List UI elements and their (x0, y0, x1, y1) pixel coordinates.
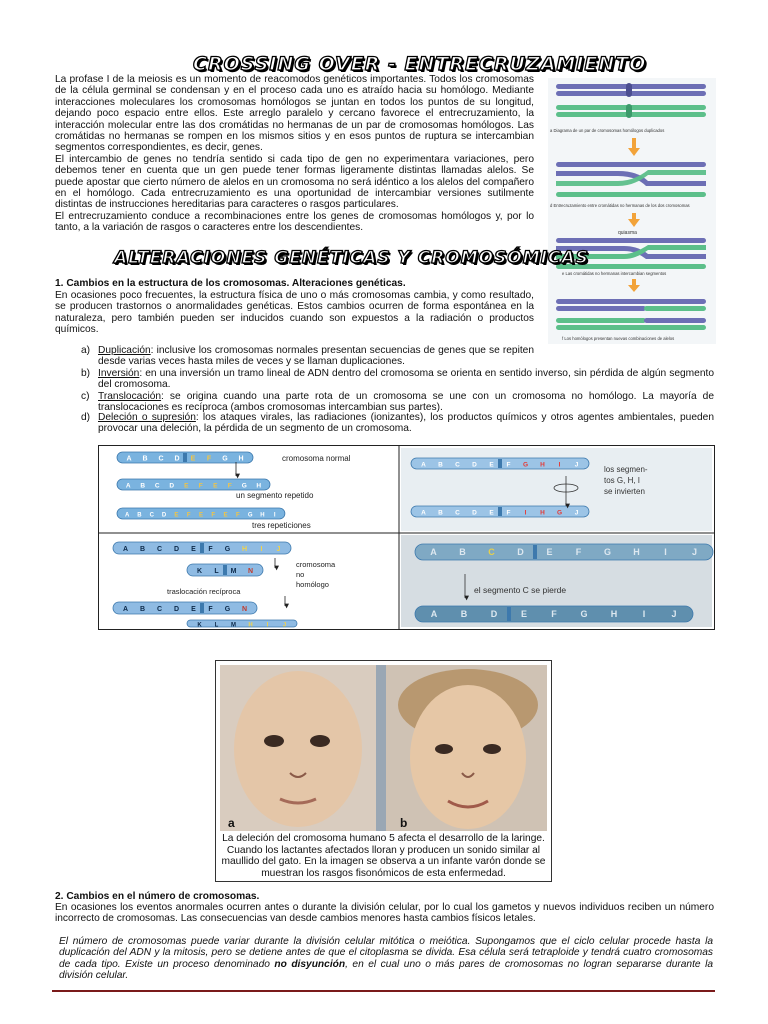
gene-letter: G (603, 547, 612, 557)
gene-letter: F (198, 482, 203, 490)
photo-caption: La deleción del cromosoma humano 5 afecta el desarrollo de la laringe. Cuando los lactantes afectados lloran y producen un sonido similar al maullido del gato. En la imagen se observa a un infante varón donde se muestran los rasgos fisonómicos de esta enfermedad. (221, 833, 546, 879)
gene-letter: A (124, 512, 130, 519)
gene-letter: D (490, 609, 498, 619)
gene-letter: D (161, 512, 167, 519)
intro-paragraph-3: El entrecruzamiento conduce a recombinaciones entre los genes de cromosomas homólogos y, por lo tanto, a la variación de rasgos o caracteres entre los descendientes. (55, 210, 534, 234)
section2-body: En ocasiones los eventos anormales ocurren antes o durante la división celular, por lo cual los gametos y nuevos individuos reciben un número incorrecto de cromosomas. Las consecuencias van desde cambios menores hasta cambios físicos letales. (55, 902, 714, 925)
gene-letter: B (438, 461, 443, 469)
list-letter: b) (81, 368, 91, 379)
gene-letter: D (472, 461, 477, 469)
gene-letter: I (260, 546, 263, 553)
chromosome-alterations-diagram (99, 446, 714, 629)
label-tres-repeticiones: tres repeticiones (252, 521, 311, 530)
section1-body: En ocasiones poco frecuentes, la estructura física de uno o más cromosomas cambia, y como resultado, se producen trastornos o anormalidades genéticas. Estos cambios ocurren de forma espontánea en la naturaleza, pero también pueden ser inducidos cuando son expuestos a la radiación o productos químicos. (55, 290, 534, 336)
gene-letter: E (489, 509, 494, 517)
gene-letter: C (455, 509, 460, 517)
term-translocacion: Translocación (98, 391, 162, 402)
arrow-icon (628, 138, 640, 156)
gene-letter: B (140, 482, 146, 490)
step-e-label: e Las cromátidas no hermanas intercambian segmentos (562, 271, 667, 276)
gene-letter: D (517, 547, 524, 557)
gene-letter: L (214, 622, 219, 629)
gene-letter: E (223, 512, 228, 519)
step-d-chromosomes (556, 162, 706, 197)
gene-letter: J (691, 547, 698, 557)
gene-letter: H (540, 509, 545, 517)
term-inversion: Inversión (98, 368, 140, 379)
label-cromosoma-normal: cromosoma normal (282, 454, 351, 463)
gene-letter: E (546, 547, 553, 557)
gene-letter: E (174, 512, 179, 519)
gene-letter: C (488, 547, 495, 557)
term-no-disyuncion: no disyunción (274, 958, 346, 970)
gene-letter: F (506, 509, 511, 517)
gene-letter: E (213, 482, 218, 490)
gene-letter: E (198, 512, 203, 519)
gene-letter: L (214, 568, 219, 575)
gene-letter: A (126, 455, 132, 463)
gene-letter: D (174, 455, 180, 463)
chromosome-translocated-2 (187, 620, 297, 629)
gene-letter: N (247, 568, 254, 575)
chromosome-triple-repeat (117, 508, 285, 519)
gene-letter: D (169, 482, 175, 490)
item-text: : inclusive los cromosomas normales presentan secuencias de genes que se repiten desde varias veces hasta miles de veces y se llaman duplicaciones. (98, 345, 534, 368)
step-a-chromosomes (556, 83, 706, 118)
gene-letter: I (524, 509, 527, 517)
gene-letter: F (211, 512, 216, 519)
gene-letter: H (248, 622, 253, 629)
gene-letter: A (122, 546, 129, 553)
list-letter: d) (81, 412, 91, 423)
gene-letter: J (574, 509, 579, 517)
item-text: : se origina cuando una parte rota de un cromosoma se une con un cromosoma no homólogo. La mayoría de translocaciones es recíproca (ambos cromosomas intercambian sus partes). (98, 391, 714, 414)
gene-letter: J (282, 622, 287, 629)
gene-letter: I (266, 622, 269, 629)
gene-letter: G (222, 455, 228, 463)
gene-letter: M (230, 568, 237, 575)
chromosome-normal (117, 452, 253, 463)
intro-text (55, 74, 534, 234)
gene-letter: B (459, 547, 466, 557)
gene-letter: C (156, 546, 163, 553)
gene-letter: B (142, 455, 148, 463)
gene-letter: A (421, 509, 426, 517)
gene-letter: H (241, 546, 248, 553)
gene-letter: F (551, 609, 557, 619)
section2-heading: 2. Cambios en el número de cromosomas. (55, 891, 260, 902)
gene-letter: E (191, 546, 196, 553)
gene-letter: E (489, 461, 494, 469)
step-a-label: a Diagrama de un par de cromosomas homólogos duplicados (550, 128, 665, 133)
arrow-icon (628, 279, 640, 292)
chromosome-after-deletion (415, 606, 693, 622)
intro-paragraph-1: La profase I de la meiosis es un momento de reacomodos genéticos importantes. Todos los cromosomas de la célula germinal se condensan y en el proceso cada uno es atraído hacia su homólogo. Mediante interacciones moleculares los cromosomas homólogos se juntan en todos los puntos de su longitud, dejando poco espacio entre ellos. Este arreglo paralelo y cercano favorece el entrecruzamiento, la interacción molecular entre las dos cromátidas no hermanas de un par de cromosomas homólogos. Las cromátidas no hermanas se rompen en los mismos sitios y en esos puntos de ruptura se intercambian segmentos correspondientes, es decir, genes. (55, 74, 534, 154)
list-letter: c) (81, 391, 90, 402)
gene-letter: G (580, 609, 588, 619)
item-text: : los ataques virales, las radiaciones (ionizantes), los productos químicos y otros agentes ambientales, pueden provocar una deleción, la pérdida de un segmento de un cromosoma. (98, 412, 714, 435)
gene-letter: I (558, 461, 561, 469)
gene-letter: N (241, 606, 248, 613)
gene-letter: G (556, 509, 563, 517)
crossing-over-diagram (548, 78, 716, 344)
step-f-label: f Los homólogos presentan nuevas combinaciones de alelos (562, 336, 675, 341)
chromosome-abcdefghij (113, 542, 291, 554)
photo-frame (215, 660, 552, 882)
gene-letter: K (197, 622, 202, 629)
gene-letter: F (208, 606, 213, 613)
gene-letter: B (139, 606, 146, 613)
chromosome-translocated-1 (113, 602, 257, 614)
quiasma-label: quiasma (618, 230, 637, 236)
photo-children-faces (216, 661, 551, 833)
gene-letter: F (227, 482, 232, 490)
step-f-chromosomes (556, 299, 706, 330)
gene-letter: M (231, 622, 236, 629)
arrow-icon (628, 213, 640, 227)
gene-letter: K (196, 568, 203, 575)
footer-rule (52, 990, 715, 992)
gene-letter: G (224, 546, 231, 553)
gene-letter: I (664, 547, 667, 557)
gene-letter: A (421, 461, 426, 469)
gene-letter: B (460, 609, 468, 619)
gene-letter: D (173, 546, 180, 553)
gene-letter: E (190, 455, 196, 463)
title-alteraciones: ALTERACIONES GENÉTICAS Y CROMOSÓMICAS (114, 248, 589, 268)
item-text: : en una inversión un tramo lineal de ADN dentro del cromosoma se orienta en sentido inverso, sin pérdida de algún segmento del cromosoma. (98, 368, 714, 391)
gene-letter: G (522, 461, 529, 469)
label-segmentos-invierten-2: tos G, H, I (604, 476, 641, 485)
chromosome-klmn (187, 564, 263, 576)
chromosome-alterations-figure (98, 445, 715, 630)
label-segmentos-invierten-1: los segmen- (604, 465, 648, 474)
crossing-over-figure (548, 78, 716, 344)
gene-letter: H (238, 455, 244, 463)
step-d-label: d Entrecruzamiento entre cromátidas no hermanas de los dos cromosomas (550, 203, 690, 208)
gene-letter: A (430, 609, 438, 619)
gene-letter: A (125, 482, 131, 490)
gene-letter: B (139, 546, 146, 553)
photo-label-a: a (228, 816, 235, 830)
gene-letter: F (206, 455, 212, 463)
gene-letter: F (575, 547, 582, 557)
label-no-homologo-2: no (296, 570, 305, 579)
label-no-homologo-1: cromosoma (296, 560, 336, 569)
label-traslocacion-reciproca: traslocación recíproca (167, 587, 241, 596)
gene-letter: C (149, 512, 154, 519)
gene-letter: G (224, 606, 231, 613)
gene-letter: A (122, 606, 129, 613)
label-segmentos-invierten-3: se invierten (604, 487, 645, 496)
gene-letter: F (236, 512, 240, 519)
gene-letter: H (610, 609, 618, 619)
gene-letter: F (186, 512, 191, 519)
list-letter: a) (81, 345, 91, 356)
label-segmento-c-pierde: el segmento C se pierde (474, 585, 567, 595)
title-crossing-over: CROSSING OVER - ENTRECRUZAMIENTO (193, 53, 647, 75)
gene-letter: H (540, 461, 545, 469)
gene-letter: E (520, 609, 528, 619)
section1-heading: 1. Cambios en la estructura de los cromosomas. Alteraciones genéticas. (55, 278, 406, 289)
gene-letter: G (247, 512, 253, 519)
gene-letter: J (276, 546, 281, 553)
gene-letter: C (455, 461, 460, 469)
gene-letter: B (438, 509, 443, 517)
gene-letter: C (158, 455, 164, 463)
gene-letter: I (273, 512, 276, 519)
gene-letter: D (173, 606, 180, 613)
gene-letter: H (260, 512, 265, 519)
chromosome-before-deletion (415, 544, 713, 560)
term-delecion: Deleción o supresión (98, 412, 196, 423)
gene-letter: F (506, 461, 511, 469)
gene-letter: H (633, 547, 640, 557)
gene-letter: A (430, 547, 437, 557)
gene-letter: J (671, 609, 677, 619)
gene-letter: J (574, 461, 579, 469)
gene-letter: C (156, 606, 163, 613)
label-no-homologo-3: homólogo (296, 580, 329, 589)
intro-paragraph-2: El intercambio de genes no tendría sentido si cada tipo de gen no experimentara variaciones, pero debemos tener en cuenta que un gen puede tener formas ligeramente distintas llamadas alelos. Se puede apostar que cierto número de alelos en un cromosoma no será idéntico a los alelos del compañero en el homólogo. Cada entrecruzamiento es una oportunidad de intercambiar versiones sutilmente distintas de instrucciones hereditarias para caracteres o rasgos particulares. (55, 153, 534, 211)
section2-italic-note: El número de cromosomas puede variar durante la división celular mitótica o meiótica. Supongamos que el ciclo celular procede hasta la duplicación del ADN y la mitosis, pero se detiene antes de que el citoplasma se divida. Esa célula será tetraploide y tendrá cuatro cromosomas de cada tipo. Existe un proceso denominado no disyunción, en el cual uno o más pares de cromosomas no logran separarse durante la división celular. (59, 936, 714, 982)
gene-letter: B (137, 512, 142, 519)
term-duplicacion: Duplicación (98, 345, 151, 356)
chromosome-after-inversion (411, 506, 589, 517)
chromosome-duplicated (117, 479, 270, 490)
gene-letter: D (472, 509, 477, 517)
gene-letter: E (191, 606, 196, 613)
gene-letter: H (256, 482, 262, 490)
gene-letter: E (184, 482, 189, 490)
label-segmento-repetido: un segmento repetido (236, 491, 314, 500)
photo-label-b: b (400, 816, 408, 830)
gene-letter: G (241, 482, 247, 490)
gene-letter: F (208, 546, 213, 553)
gene-letter: C (154, 482, 160, 490)
gene-letter: I (642, 609, 646, 619)
chromosome-before-inversion (411, 458, 589, 469)
